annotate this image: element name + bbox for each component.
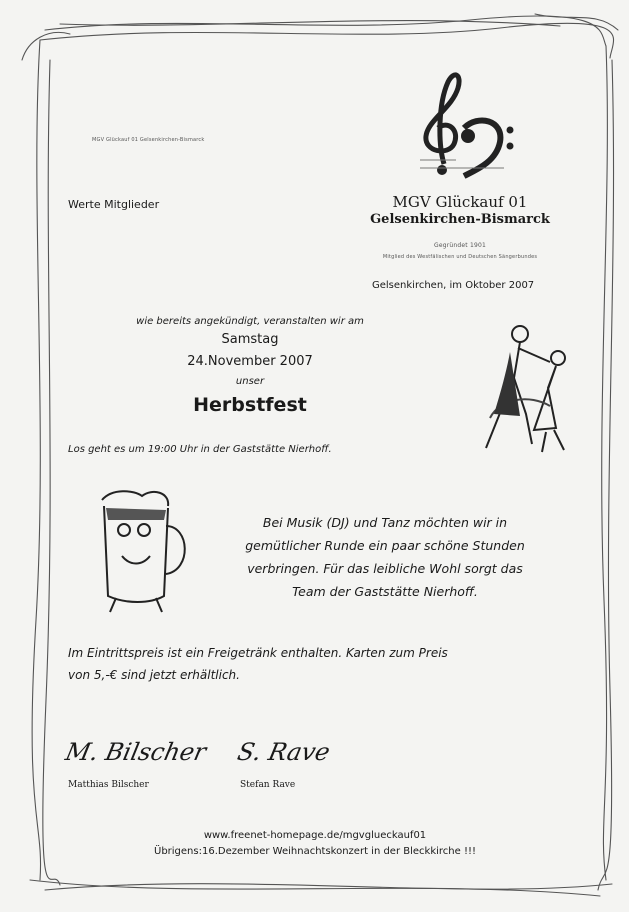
ticket-paragraph	[68, 642, 588, 686]
salutation: Werte Mitglieder	[68, 198, 160, 211]
sender-address-line: MGV Glückauf 01 Gelsenkirchen-Bismarck	[92, 137, 205, 143]
body-line-1: Bei Musik (DJ) und Tanz möchten wir in	[262, 515, 508, 530]
start-time: Los geht es um 19:00 Uhr in der Gaststätte Nierhoff.	[68, 444, 332, 455]
event-date: 24.November 2007	[187, 354, 313, 369]
body-paragraph	[200, 511, 570, 603]
club-city: Gelsenkirchen-Bismarck	[370, 212, 550, 227]
footer-note: Übrigens:16.Dezember Weihnachtskonzert in der Bleckkirche !!!	[154, 846, 476, 857]
body-line-3: verbringen. Für das leibliche Wohl sorgt das	[247, 561, 523, 576]
event-weekday: Samstag	[221, 332, 279, 347]
club-name: MGV Glückauf 01	[392, 193, 528, 211]
signer-1-name: Matthias Bilscher	[68, 780, 149, 790]
founded-note: Gegründet 1901	[433, 242, 487, 249]
membership-note: Mitglied des Westfälischen und Deutschen Sängerbundes	[382, 254, 538, 260]
signature-2-scrawl: S. Rave	[235, 738, 333, 766]
ticket-line-1: Im Eintrittspreis ist ein Freigetränk enthalten. Karten zum Preis	[68, 646, 448, 660]
connector-word: unser	[235, 376, 265, 387]
body-line-2: gemütlicher Runde ein paar schöne Stunden	[245, 538, 525, 553]
website-url: www.freenet-homepage.de/mgvglueckauf01	[203, 830, 427, 841]
signer-2-name: Stefan Rave	[240, 780, 296, 790]
dancing-couple-icon	[460, 318, 580, 458]
body-line-4: Team der Gaststätte Nierhoff.	[292, 584, 478, 599]
beer-mug-character-icon	[86, 486, 196, 616]
ticket-line-2: von 5,-€ sind jetzt erhältlich.	[68, 668, 240, 682]
place-date: Gelsenkirchen, im Oktober 2007	[372, 280, 535, 291]
clef-logo	[408, 64, 518, 184]
event-title: Herbstfest	[193, 394, 307, 416]
intro-line: wie bereits angekündigt, veranstalten wir am	[136, 316, 364, 327]
signature-1-scrawl: M. Bilscher	[63, 738, 209, 766]
